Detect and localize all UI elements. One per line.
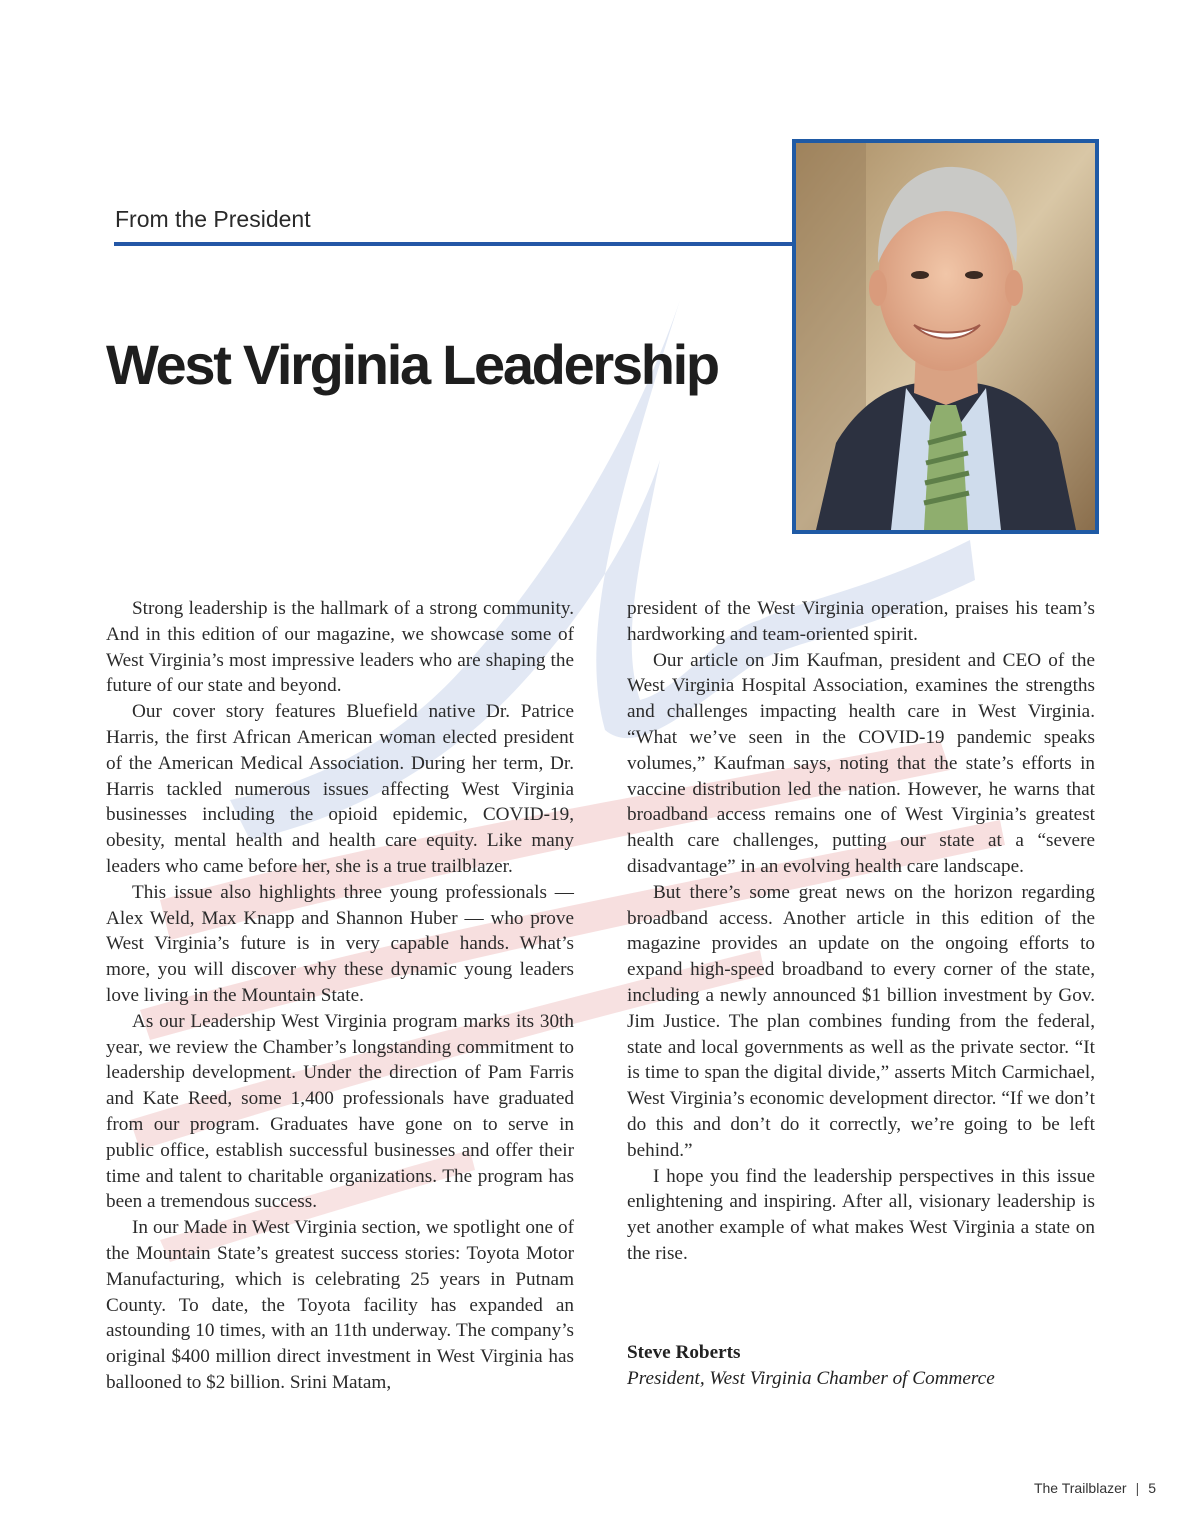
body-paragraph: But there’s some great news on the horizon regarding broadband access. Another article in this edition of the magazine provides an update on the ongoing efforts to expand high-speed broadband to every corner of the state, including a newly announced $1 billion investment by Gov. Jim Justice. The plan combines funding from the federal, state and local governments as well as the private sector. “It is time to span the digital divide,” asserts Mitch Carmichael, West Virginia’s economic development director. “If we don’t do this and don’t do it correctly, we’re going to be left behind.” [627,881,1095,1161]
body-paragraph: As our Leadership West Virginia program marks its 30th year, we review the Chamber’s longstanding commitment to leadership development. Under the direction of Pam Farris and Kate Reed, some 1,400 professionals have graduated from our program. Graduates have gone on to serve in public office, establish successful businesses and offer their time and talent to charitable organizations. The program has been a tremendous success. [106,1010,574,1213]
body-paragraph: I hope you find the leadership perspectives in this issue enlightening and inspiring. After all, visionary leadership is yet another example of what makes West Virginia a state on the rise. [627,1165,1095,1264]
body-paragraph: Our article on Jim Kaufman, president and CEO of the West Virginia Hospital Association, examines the strengths and challenges impacting health care in West Virginia. “What we’ve seen in the COVID-19 pandemic speaks volumes,” Kaufman says, noting that the state’s efforts in vaccine distribution led the nation. However, he warns that broadband access remains one of West Virginia’s greatest health care challenges, putting our state at a “severe disadvantage” in an evolving health care landscape. [627,649,1095,877]
signature-name: Steve Roberts [627,1342,741,1363]
signature-title: President, West Virginia Chamber of Commerce [627,1367,995,1389]
body-paragraph: In our Made in West Virginia section, we spotlight one of the Mountain State’s greatest success stories: Toyota Motor Manufacturing, which is celebrating 25 years in Putnam County. To date, the Toyota facility has expanded an astounding 10 times, with an 11th underway. The company’s original $400 million direct investment in West Virginia has ballooned to $2 billion. Srini Matam, [106,1217,574,1393]
footer-separator: | [1135,1480,1140,1496]
page-title: West Virginia Leadership [106,333,718,396]
page-footer [1034,1480,1156,1496]
page-number: 5 [1148,1480,1156,1496]
section-label: From the President [115,206,311,232]
body-paragraph: president of the West Virginia operation, praises his team’s hardworking and team-oriented spirit. [627,598,1095,645]
signature-block [627,1340,995,1392]
publication-name: The Trailblazer [1033,1480,1127,1496]
body-paragraph: This issue also highlights three young professionals — Alex Weld, Max Knapp and Shannon Huber — who prove West Virginia’s future is in very capable hands. What’s more, you will discover why these dynamic young leaders love living in the Mountain State. [106,881,574,1006]
section-divider [114,242,796,246]
body-column-left [106,596,574,1396]
portrait-photo [792,139,1099,534]
body-paragraph: Our cover story features Bluefield native Dr. Patrice Harris, the first African American woman elected president of the American Medical Association. During her term, Dr. Harris tackled numerous issues affecting West Virginia businesses including the opioid epidemic, COVID-19, obesity, mental health and health care equity. Like many leaders who came before her, she is a true trailblazer. [106,701,574,877]
body-paragraph: Strong leadership is the hallmark of a strong community. And in this edition of our magazine, we showcase some of West Virginia’s most impressive leaders who are shaping the future of our state and beyond. [106,598,574,697]
body-column-right [627,596,1095,1267]
